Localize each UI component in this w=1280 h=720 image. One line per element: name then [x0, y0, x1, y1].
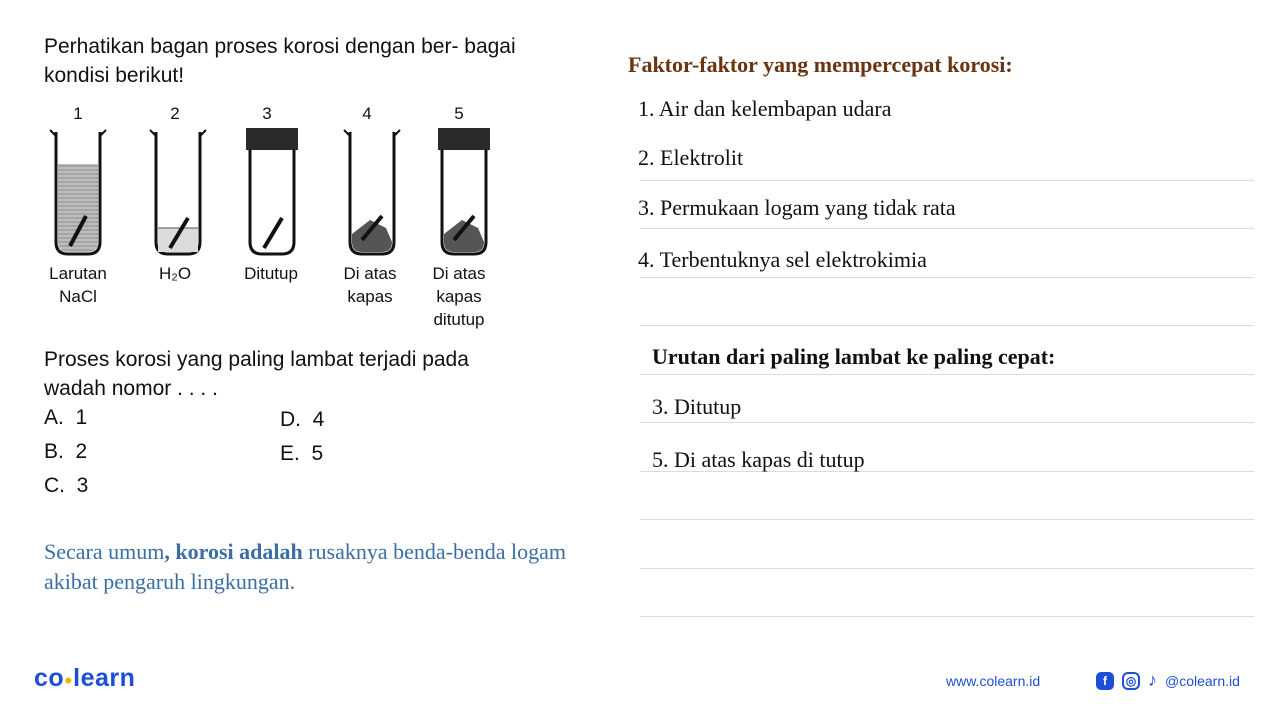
tube-5 — [438, 128, 490, 254]
tube-4 — [344, 130, 400, 254]
tube-label-3: Ditutup — [244, 264, 298, 283]
factors-title: Faktor-faktor yang mempercepat korosi: — [628, 52, 1013, 77]
question-intro: Perhatikan bagan proses korosi dengan ber- bagai kondisi berikut! — [44, 35, 516, 87]
option-b[interactable]: B. 2 — [44, 440, 88, 463]
facebook-icon[interactable]: f — [1096, 672, 1114, 690]
factor-item-4: 4. Terbentuknya sel elektrokimia — [638, 247, 927, 272]
instagram-icon[interactable]: ◎ — [1122, 672, 1140, 690]
tube-number-5: 5 — [454, 104, 464, 123]
option-a[interactable]: A. 1 — [44, 406, 88, 429]
tube-number-1: 1 — [73, 104, 83, 123]
divider — [640, 277, 1254, 278]
option-d[interactable]: D. 4 — [280, 408, 325, 431]
divider — [640, 616, 1254, 617]
tubes-diagram — [40, 124, 500, 260]
tiktok-icon[interactable]: ♪ — [1148, 670, 1157, 690]
divider — [640, 422, 1254, 423]
tube-number-4: 4 — [362, 104, 372, 123]
tube-1 — [50, 130, 106, 254]
website-link[interactable]: www.colearn.id — [946, 673, 1041, 689]
question-prompt: Proses korosi yang paling lambat terjadi pada wadah nomor . . . . — [44, 348, 469, 400]
tube-label-4: Di atas kapas — [343, 264, 397, 306]
divider — [640, 180, 1254, 181]
divider — [640, 228, 1254, 229]
tube-label-2: H₂O — [158, 264, 192, 283]
tube-number-2: 2 — [170, 104, 180, 123]
colearn-logo[interactable]: co●learn — [34, 664, 136, 692]
tube-2 — [150, 130, 206, 254]
social-links — [1096, 670, 1240, 691]
order-item-2: 5. Di atas kapas di tutup — [652, 447, 865, 472]
divider — [640, 325, 1254, 326]
tube-number-3: 3 — [262, 104, 272, 123]
tube-label-5: Di atas kapas ditutup — [432, 264, 486, 329]
corrosion-definition: Secara umum, korosi adalah rusaknya benda-benda logam akibat pengaruh lingkungan. — [44, 539, 567, 594]
social-handle[interactable]: @colearn.id — [1165, 672, 1240, 689]
factor-item-1: 1. Air dan kelembapan udara — [638, 96, 892, 121]
order-item-1: 3. Ditutup — [652, 394, 742, 419]
option-e[interactable]: E. 5 — [280, 442, 324, 465]
divider — [640, 374, 1254, 375]
tube-3 — [246, 128, 298, 254]
order-title: Urutan dari paling lambat ke paling cepat: — [652, 344, 1056, 369]
option-c[interactable]: C. 3 — [44, 474, 89, 497]
factor-item-3: 3. Permukaan logam yang tidak rata — [638, 195, 956, 220]
factor-item-2: 2. Elektrolit — [638, 145, 744, 170]
divider — [640, 519, 1254, 520]
divider — [640, 568, 1254, 569]
tube-label-1: Larutan NaCl — [49, 264, 107, 306]
